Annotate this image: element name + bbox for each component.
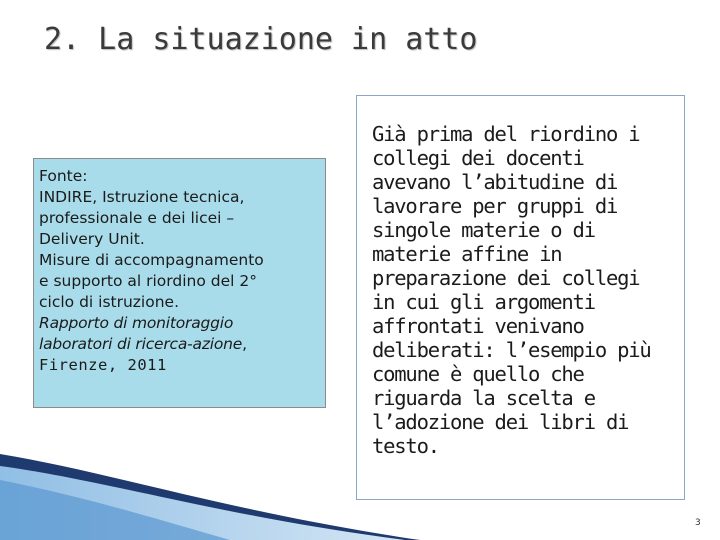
body-line: avevano l’abitudine di	[372, 170, 618, 194]
page-number: 3	[695, 518, 701, 528]
report-title-line-1: Rapporto di monitoraggio	[39, 314, 234, 332]
body-line: affrontati venivano	[372, 314, 584, 338]
body-line: testo.	[372, 434, 439, 458]
source-line: professionale e dei licei –	[39, 209, 235, 227]
body-line: in cui gli argomenti	[372, 290, 595, 314]
report-title-line-2: laboratori di ricerca-azione	[39, 335, 243, 353]
body-line: singole materie o di	[372, 218, 595, 242]
decorative-wave	[0, 440, 420, 540]
body-text	[372, 122, 677, 458]
body-line: l’adozione dei libri di	[372, 410, 629, 434]
report-title-comma: ,	[242, 335, 248, 353]
body-line: Già prima del riordino i	[372, 122, 640, 146]
body-line: materie affine in	[372, 242, 562, 266]
source-box	[33, 158, 326, 408]
slide-title: 2. La situazione in atto	[44, 22, 478, 57]
body-line: deliberati: l’esempio più	[372, 338, 651, 362]
body-line: lavorare per gruppi di	[372, 194, 618, 218]
source-line: Misure di accompagnamento	[39, 251, 264, 269]
source-line: INDIRE, Istruzione tecnica,	[39, 188, 245, 206]
source-line: ciclo di istruzione.	[39, 293, 180, 311]
source-line: Delivery Unit.	[39, 230, 145, 248]
source-line: Fonte:	[39, 167, 88, 185]
body-line: riguarda la scelta e	[372, 386, 595, 410]
body-line: collegi dei docenti	[372, 146, 584, 170]
body-line: comune è quello che	[372, 362, 584, 386]
source-place-date: Firenze, 2011	[39, 356, 167, 374]
source-line: e supporto al riordino del 2°	[39, 272, 257, 290]
body-line: preparazione dei collegi	[372, 266, 640, 290]
report-title-line-2-wrap	[39, 334, 325, 355]
